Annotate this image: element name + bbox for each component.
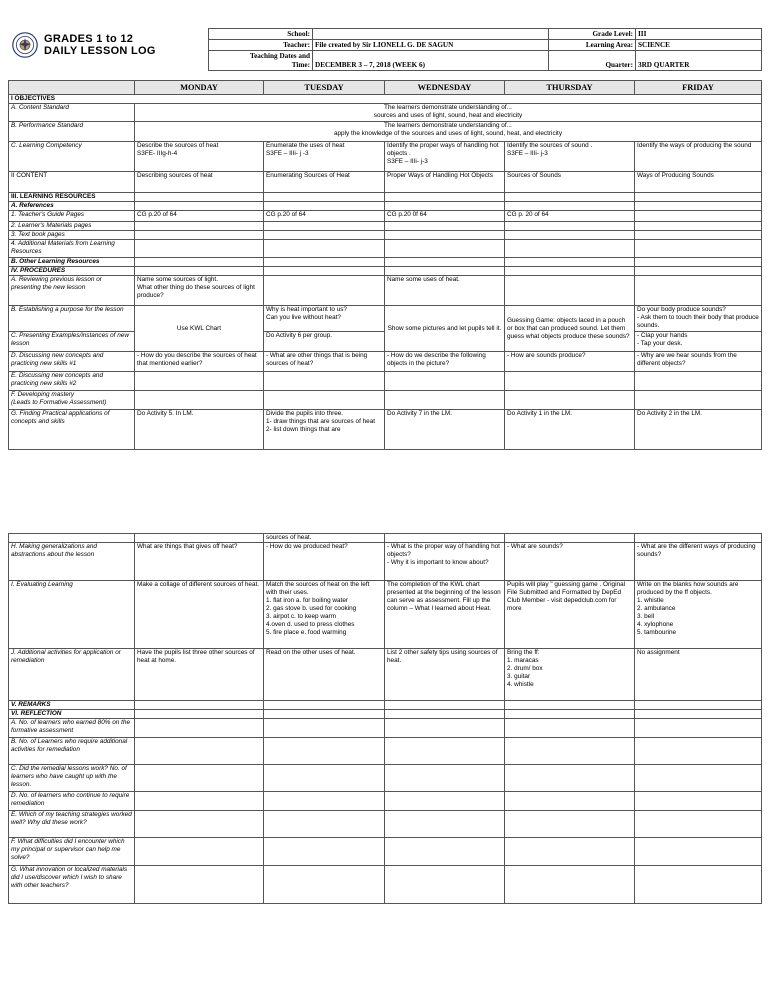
content-friday: Ways of Producing Sounds [635,172,762,193]
discussing-concepts-1-label: D. Discussing new concepts and practicing new skills #1 [9,352,135,372]
day-header-row [9,81,762,95]
content-standard-line-1: The learners demonstrate understanding of... [384,104,512,111]
title-line-2: DAILY LESSON LOG [44,45,156,57]
discussing-concepts-2-label: E. Discussing new concepts and practicing new skills #2 [9,372,135,391]
discuss1-friday: - Why are we hear sounds from the different objects? [635,352,762,372]
establishing-purpose-label: B. Establishing a purpose for the lesson [9,306,135,332]
wednesday-show-pictures: Show some pictures and let pupils tell it. [385,306,505,352]
tg-friday [635,211,762,222]
reviewing-tuesday [264,276,385,306]
additional-activities-label: J. Additional activities for application or remediation [9,649,135,701]
practical-wednesday: Do Activity 7 in the LM. [385,410,505,450]
tg-monday: CG p.20 of 64 [135,211,264,222]
quarter-label: Quarter: [549,51,636,71]
references-label: A. References [9,202,135,211]
reviewing-wednesday: Name some uses of heat. [385,276,505,306]
performance-standard-line-2: apply the knowledge of the sources and uses of light, sound, heat, and electricity [333,130,563,137]
quarter-value: 3RD QUARTER [636,51,762,71]
carry-over-tuesday: sources of heat. [264,534,385,543]
performance-standard-line-1: The learners demonstrate understanding of... [384,122,512,129]
content-monday: Describing sources of heat [135,172,264,193]
purpose-tuesday: Why is heat important to us? Can you live without heat? [264,306,385,332]
generalize-wednesday: - What is the proper way of handling hot objects? - Why it is important to know about? [385,543,505,581]
grade-level-value: III [636,29,762,40]
practical-tuesday: Divide the pupils into three. 1- draw things that are sources of heat 2- list down things that are [264,410,385,450]
lesson-log-page-1 [0,0,768,490]
content-wednesday: Proper Ways of Handling Hot Objects [385,172,505,193]
grade-level-label: Grade Level: [549,29,636,40]
reviewing-thursday [505,276,635,306]
practical-thursday: Do Activity 1 in the LM. [505,410,635,450]
title-line-1: GRADES 1 to 12 [44,33,134,45]
day-header-wednesday: WEDNESDAY [385,81,505,95]
competency-friday: Identify the ways of producing the sound [635,142,762,172]
page-gap [0,490,768,528]
lesson-log-table-page-2 [8,533,762,904]
learners-materials-label: 2. Learner's Materials pages [9,222,135,231]
school-value [313,29,549,40]
procedures-label: IV. PROCEDURES [9,267,135,276]
teacher-label: Teacher: [209,40,313,51]
evaluating-thursday: Pupils will play " guessing game . Original File Submitted and Formatted by DepEd Club Member - visit depedclub.com for more [505,581,635,649]
reviewing-lesson-label: A. Reviewing previous lesson or presenting the new lesson [9,276,135,306]
discuss1-wednesday: - How do we describe the following objects in the picture? [385,352,505,372]
learning-area-label: Learning Area: [549,40,636,51]
monday-kwl-chart: Use KWL Chart [135,306,264,352]
lesson-log-table-page-1 [8,80,762,450]
reflection-f-label: F. What difficulties did I encounter which my principal or supervisor can help me solve? [9,838,135,866]
thursday-guessing-game: Guessing Game: objects laced in a pouch or box that can produced sound. Let them guess what objects produce these sounds? [505,306,635,352]
practical-friday: Do Activity 2 in the LM. [635,410,762,450]
teaching-dates-label-line-2: Time: [291,60,310,69]
deped-seal-icon [12,32,38,58]
content-standard-value [135,104,762,122]
competency-thursday: Identify the sources of sound . S3FE – IIIi- j-3 [505,142,635,172]
competency-wednesday: Identify the proper ways of handling hot objects . S3FE – IIIi- j-3 [385,142,505,172]
teacher-value: File created by Sir LIONELL G. DE SAGUN [313,40,549,51]
reflection-a-label: A. No. of learners who earned 80% on the formative assessment [9,719,135,738]
additional-friday: No assignment [635,649,762,701]
generalizations-label: H. Making generalizations and abstractions about the lesson [9,543,135,581]
reflection-g-label: G. What innovation or localized materials did I use/discover which I wish to share with other teachers? [9,866,135,904]
competency-monday: Describe the sources of heat S3FE- IIIg-h-4 [135,142,264,172]
day-header-thursday: THURSDAY [505,81,635,95]
other-resources-label: B. Other Learning Resources [9,258,135,267]
performance-standard-label: B. Performance Standard [9,122,135,142]
performance-standard-value [135,122,762,142]
generalize-thursday: - What are sounds? [505,543,635,581]
practical-applications-label: G. Finding Practical applications of concepts and skills [9,410,135,450]
day-header-friday: FRIDAY [635,81,762,95]
content-standard-label: A. Content Standard [9,104,135,122]
practical-monday: Do Activity 5. In LM. [135,410,264,450]
examples-tuesday: Do Activity 6 per group. [264,332,385,352]
developing-mastery-label: F. Developing mastery (Leads to Formative Assessment) [9,391,135,410]
purpose-friday: Do your body produce sounds? - Ask them to touch their body that produce sounds. [635,306,762,332]
learning-competency-label: C. Learning Competency [9,142,135,172]
additional-materials-label: 4. Additional Materials from Learning Resources [9,240,135,258]
evaluating-tuesday: Match the sources of heat on the left with their uses. 1. flat iron a. for boiling water 2. gas stove b. used for cooking 3. airpot c. to keep warm 4.oven d. used to press clothes 5. fire place e. food warming [264,581,385,649]
objectives-section-heading: I OBJECTIVES [9,95,762,104]
school-label: School: [209,29,313,40]
day-header-tuesday: TUESDAY [264,81,385,95]
tg-wednesday: CG p.20 0f 64 [385,211,505,222]
header-info-table [208,28,762,71]
evaluating-learning-label: I. Evaluating Learning [9,581,135,649]
discuss1-monday: - How do you describe the sources of heat that mentioned earlier? [135,352,264,372]
teaching-dates-label [209,51,313,71]
reflection-c-label: C. Did the remedial lessons work? No. of learners who have caught up with the lesson. [9,765,135,792]
corner-cell [9,81,135,95]
evaluating-wednesday: The completion of the KWL chart presented at the beginning of the lesson can serve as assessment. Fill up the column – What I learned about Heat. [385,581,505,649]
teaching-dates-value: DECEMBER 3 – 7, 2018 (WEEK 6) [313,51,549,71]
additional-tuesday: Read on the other uses of heat. [264,649,385,701]
teachers-guide-label: 1. Teacher's Guide Pages [9,211,135,222]
content-thursday: Sources of Sounds [505,172,635,193]
competency-tuesday: Enumerate the uses of heat S3FE – IIIi- j -3 [264,142,385,172]
textbook-pages-label: 3. Text book pages [9,231,135,240]
reviewing-friday [635,276,762,306]
learning-resources-label: III. LEARNING RESOURCES [9,193,135,202]
evaluating-monday: Make a collage of different sources of heat. [135,581,264,649]
discuss1-thursday: - How are sounds produce? [505,352,635,372]
document-title [44,33,156,57]
reflection-label: VI. REFLECTION [9,710,135,719]
additional-monday: Have the pupils list three other sources of heat at home. [135,649,264,701]
reflection-e-label: E. Which of my teaching strategies worked well? Why did these work? [9,811,135,838]
day-header-monday: MONDAY [135,81,264,95]
learning-area-value: SCIENCE [636,40,762,51]
content-label: II CONTENT [9,172,135,193]
evaluating-friday: Write on the blanks how sounds are produced by the ff objects. 1. whistle 2. ambulance 3. bell 4. xylophone 5. tambourine [635,581,762,649]
reflection-d-label: D. No. of learners who continue to require remediation [9,792,135,811]
content-standard-line-2: sources and uses of light, sound, heat and electricity [373,112,523,119]
reviewing-monday: Name some sources of light. What other thing do these sources of light produce? [135,276,264,306]
lesson-log-page-2 [0,528,768,1006]
additional-thursday: Bring the ff: 1. maracas 2. drum/ box 3. guitar 4. whistle [505,649,635,701]
tg-thursday: CG p. 20 of 64 [505,211,635,222]
teaching-dates-label-line-1: Teaching Dates and [249,51,310,60]
reflection-b-label: B. No. of Learners who require additional activities for remediation [9,738,135,765]
tg-tuesday: CG p.20 of 64 [264,211,385,222]
generalize-tuesday: - How do we produced heat? [264,543,385,581]
examples-friday: - Clap your hands - Tap your desk. [635,332,762,352]
presenting-examples-label: C. Presenting Examples/instances of new lesson [9,332,135,352]
generalize-friday: - What are the different ways of producing sounds? [635,543,762,581]
content-tuesday: Enumerating Sources of Heat [264,172,385,193]
discuss1-tuesday: - What are other things that is being sources of heat? [264,352,385,372]
additional-wednesday: List 2 other safety tips using sources of heat. [385,649,505,701]
remarks-label: V. REMARKS [9,701,135,710]
generalize-monday: What are things that gives off heat? [135,543,264,581]
